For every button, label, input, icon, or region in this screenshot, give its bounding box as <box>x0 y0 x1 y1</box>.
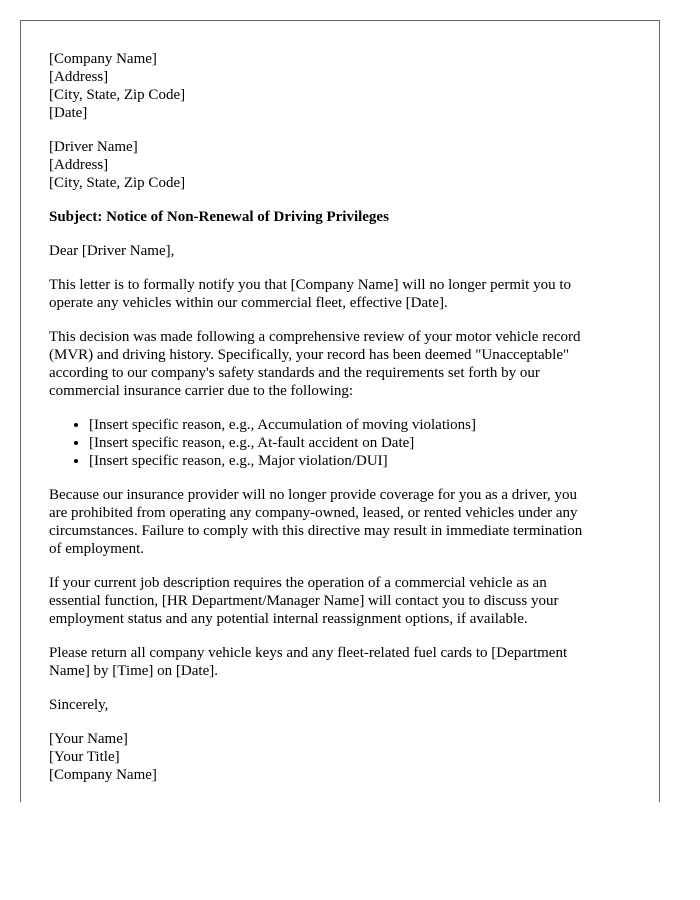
paragraph-line: This letter is to formally notify you that [Company Name] will no longer permit you to <box>49 277 571 293</box>
paragraph-line: are prohibited from operating any company-owned, leased, or rented vehicles under any <box>49 505 578 521</box>
signature-title: [Your Title] <box>49 749 120 765</box>
reasons-list <box>49 416 631 470</box>
paragraph-line: circumstances. Failure to comply with this directive may result in immediate termination <box>49 523 583 539</box>
paragraph-line: of employment. <box>49 541 144 557</box>
sender-city-state-zip: [City, State, Zip Code] <box>49 87 186 103</box>
closing-text: Sincerely, <box>49 697 109 713</box>
letter-page <box>20 20 660 802</box>
paragraph-line: (MVR) and driving history. Specifically, your record has been deemed "Unacceptable" <box>49 347 570 363</box>
reason-item: • [Insert specific reason, e.g., Major violation/DUI] <box>89 452 631 470</box>
closing <box>49 696 631 714</box>
paragraph-line: Because our insurance provider will no longer provide coverage for you as a driver, you <box>49 487 577 503</box>
paragraph-line: Please return all company vehicle keys and any fleet-related fuel cards to [Department <box>49 645 568 661</box>
recipient-address: [Address] <box>49 157 109 173</box>
paragraph-line: operate any vehicles within our commercial fleet, effective [Date]. <box>49 295 448 311</box>
salutation-text: Dear [Driver Name], <box>49 243 175 259</box>
sender-address: [Address] <box>49 69 109 85</box>
signature-company: [Company Name] <box>49 767 157 783</box>
letter-subject <box>49 208 631 226</box>
paragraph-insurance <box>49 486 631 558</box>
paragraph-notification <box>49 276 631 312</box>
paragraph-decision <box>49 328 631 400</box>
recipient-address-block <box>49 138 631 192</box>
paragraph-line: employment status and any potential internal reassignment options, if available. <box>49 611 528 627</box>
reason-item: • [Insert specific reason, e.g., Accumulation of moving violations] <box>89 416 631 434</box>
reason-item: • [Insert specific reason, e.g., At-fault accident on Date] <box>89 434 631 452</box>
paragraph-line: commercial insurance carrier due to the following: <box>49 383 354 399</box>
paragraph-return-items <box>49 644 631 680</box>
letter-date: [Date] <box>49 105 88 121</box>
paragraph-employment <box>49 574 631 628</box>
paragraph-line: Name] by [Time] on [Date]. <box>49 663 218 679</box>
paragraph-line: If your current job description requires the operation of a commercial vehicle as an <box>49 575 547 591</box>
sender-company-name: [Company Name] <box>49 51 157 67</box>
subject-text: Subject: Notice of Non-Renewal of Driving Privileges <box>49 209 389 225</box>
signature-name: [Your Name] <box>49 731 128 747</box>
paragraph-line: according to our company's safety standards and the requirements set forth by our <box>49 365 540 381</box>
sender-address-block <box>49 50 631 122</box>
salutation <box>49 242 631 260</box>
signature-block <box>49 730 631 784</box>
recipient-driver-name: [Driver Name] <box>49 139 138 155</box>
paragraph-line: essential function, [HR Department/Manager Name] will contact you to discuss your <box>49 593 559 609</box>
recipient-city-state-zip: [City, State, Zip Code] <box>49 175 186 191</box>
paragraph-line: This decision was made following a comprehensive review of your motor vehicle record <box>49 329 581 345</box>
